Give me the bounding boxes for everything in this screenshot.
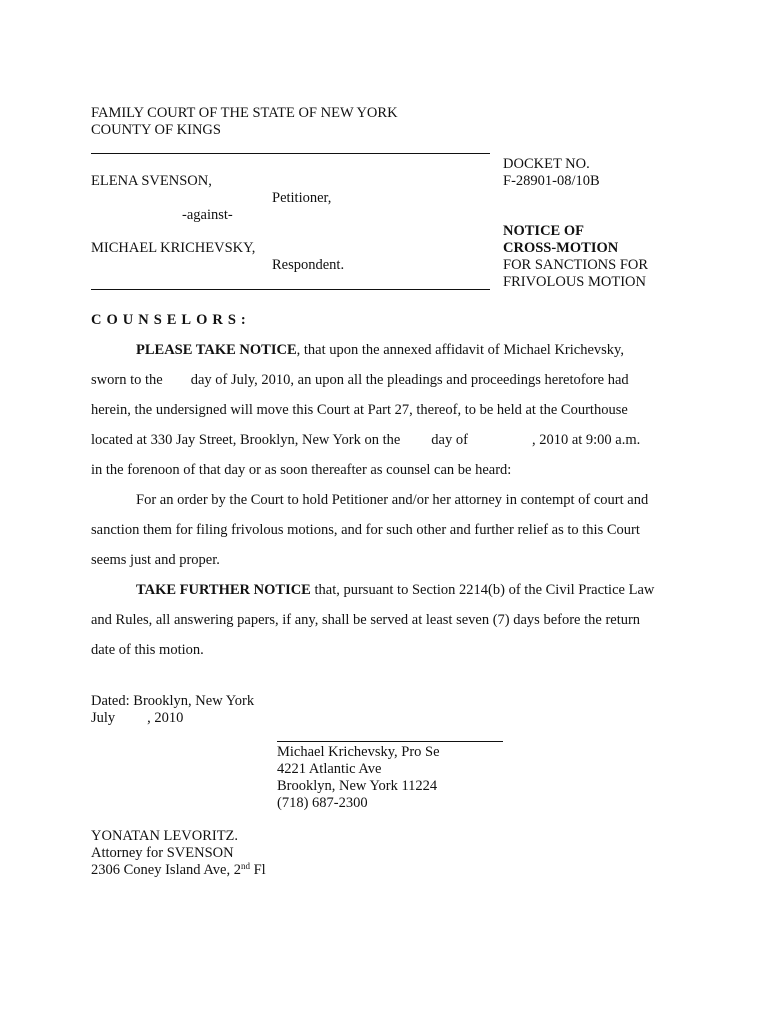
signer-name: Michael Krichevsky, Pro Se bbox=[277, 744, 440, 760]
court-name: FAMILY COURT OF THE STATE OF NEW YORK bbox=[91, 105, 398, 121]
petitioner-name: ELENA SVENSON, bbox=[91, 173, 212, 189]
caption-top-rule bbox=[91, 153, 490, 154]
paragraph1-line3: herein, the undersigned will move this Court at Part 27, thereof, to be held at the Courthouse bbox=[91, 402, 628, 418]
caption-bottom-rule bbox=[91, 289, 490, 290]
paragraph1-line4-c: , 2010 at 9:00 a.m. bbox=[531, 432, 641, 448]
paragraph1-line2-a: sworn to the bbox=[91, 372, 163, 388]
paragraph1-line2-b: day of July, 2010, an upon all the pleadings and proceedings heretofore had bbox=[190, 372, 629, 388]
paragraph1-line4 bbox=[91, 432, 640, 449]
signature-line bbox=[277, 741, 503, 742]
paragraph1-line1-text: , that upon the annexed affidavit of Michael Krichevsky, bbox=[296, 342, 624, 358]
signer-city: Brooklyn, New York 11224 bbox=[277, 778, 438, 794]
paragraph1-line4-b: day of bbox=[431, 432, 468, 448]
paragraph3-line1 bbox=[136, 582, 654, 599]
attorney-address-floor: Fl bbox=[249, 862, 266, 878]
paragraph1-line2 bbox=[91, 372, 629, 389]
paragraph1-line5: in the forenoon of that day or as soon thereafter as counsel can be heard: bbox=[91, 462, 512, 478]
motion-title-line1: NOTICE OF bbox=[503, 223, 584, 239]
paragraph1-line4-a: located at 330 Jay Street, Brooklyn, New York on the bbox=[91, 432, 401, 448]
salutation: COUNSELORS: bbox=[91, 312, 251, 328]
paragraph3-lead: TAKE FURTHER NOTICE bbox=[136, 582, 311, 598]
motion-title-line3: FOR SANCTIONS FOR bbox=[503, 257, 649, 273]
signer-phone: (718) 687-2300 bbox=[277, 795, 368, 811]
attorney-address-main: 2306 Coney Island Ave, 2 bbox=[91, 862, 241, 878]
paragraph2-line3: seems just and proper. bbox=[91, 552, 220, 568]
docket-label: DOCKET NO. bbox=[503, 156, 590, 172]
signer-street: 4221 Atlantic Ave bbox=[277, 761, 382, 777]
respondent-name: MICHAEL KRICHEVSKY, bbox=[91, 240, 256, 256]
court-county: COUNTY OF KINGS bbox=[91, 122, 221, 138]
paragraph3-line2: and Rules, all answering papers, if any, shall be served at least seven (7) days before the return bbox=[91, 612, 641, 628]
attorney-role: Attorney for SVENSON bbox=[91, 845, 234, 861]
attorney-address-ordinal: nd bbox=[240, 861, 250, 871]
attorney-address bbox=[91, 862, 266, 879]
docket-number: F-28901-08/10B bbox=[503, 173, 600, 189]
paragraph3-line3: date of this motion. bbox=[91, 642, 204, 658]
attorney-name: YONATAN LEVORITZ. bbox=[91, 828, 239, 844]
dated-date bbox=[91, 710, 183, 727]
paragraph2-line2: sanction them for filing frivolous motions, and for such other and further relief as to this Court bbox=[91, 522, 640, 538]
against-label: -against- bbox=[182, 207, 233, 223]
dated-month: July bbox=[91, 710, 116, 726]
motion-title-line4: FRIVOLOUS MOTION bbox=[503, 274, 646, 290]
paragraph3-line1-text: that, pursuant to Section 2214(b) of the Civil Practice Law bbox=[310, 582, 655, 598]
petitioner-role: Petitioner, bbox=[272, 190, 332, 206]
motion-title-line2: CROSS-MOTION bbox=[503, 240, 619, 256]
paragraph1-lead: PLEASE TAKE NOTICE bbox=[136, 342, 297, 358]
dated-place: Dated: Brooklyn, New York bbox=[91, 693, 255, 709]
dated-year: , 2010 bbox=[147, 710, 184, 726]
paragraph2-line1: For an order by the Court to hold Petitioner and/or her attorney in contempt of court and bbox=[136, 492, 649, 508]
respondent-role: Respondent. bbox=[272, 257, 345, 273]
paragraph1-line1 bbox=[136, 342, 624, 359]
